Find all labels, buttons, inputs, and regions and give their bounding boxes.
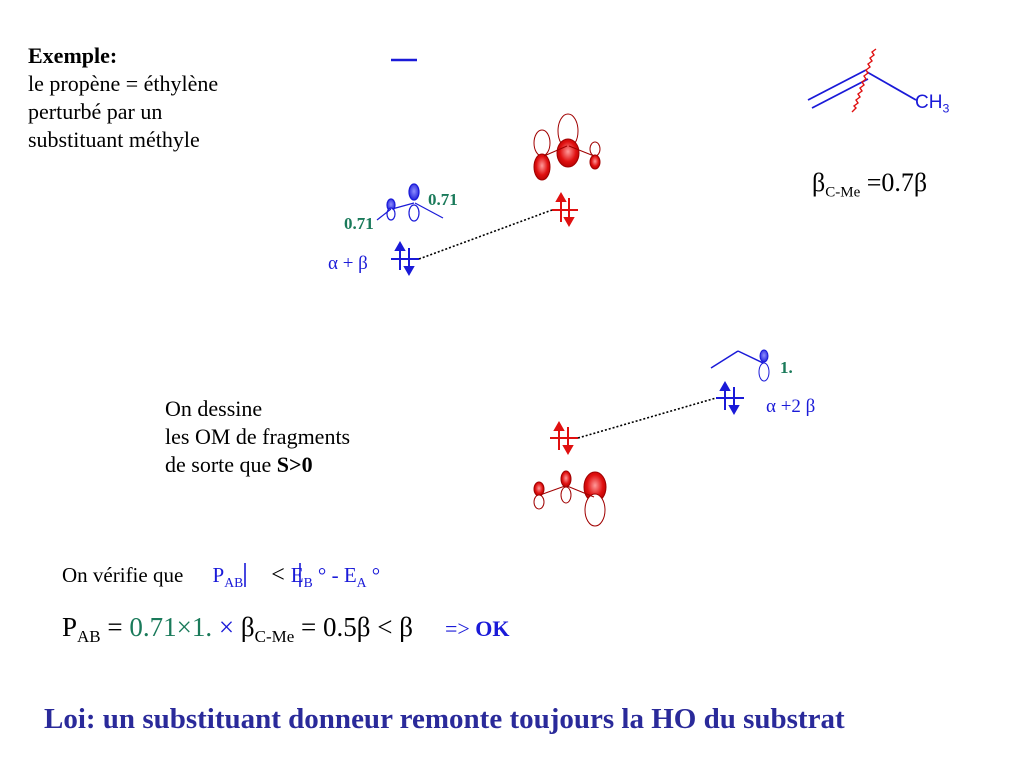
- propene-skeleton-icon: [808, 49, 916, 112]
- coeff-left: 0.71: [344, 214, 374, 233]
- draw-note-line3: de sorte que S>0: [165, 452, 313, 477]
- red-pi-orbital-icon: [534, 471, 606, 526]
- conclusion: Loi: un substituant donneur remonte toujours la HO du substrat: [44, 703, 845, 735]
- coeff-right: 0.71: [428, 190, 458, 209]
- ch3-label: $CH_3$: [915, 92, 950, 116]
- verify-line: On vérifie que $P_{AB} < E_B$ ° - $E_A$ °: [62, 562, 381, 590]
- intro-line1: le propène = éthylène: [28, 71, 219, 96]
- draw-note: [165, 395, 350, 479]
- intro-heading: Exemple:: [28, 43, 118, 68]
- calc-line: $P_{AB} = 0.71\times 1$. × $\beta_{C-Me} = 0.5\beta < \beta$ => OK: [62, 612, 510, 646]
- intro-line3: substituant méthyle: [28, 127, 200, 152]
- methyl-coeff: 1.: [780, 358, 793, 377]
- lower-correlation-line: [578, 398, 716, 438]
- draw-note-line1: On dessine: [165, 396, 263, 421]
- draw-note-line2: les OM de fragments: [165, 424, 351, 449]
- methyl-level-label: α +2 β: [766, 396, 816, 417]
- methyl-fragment-orbital-icon: [711, 350, 769, 381]
- intro-line2: perturbé par un: [28, 99, 163, 124]
- red-level-bottom: [550, 423, 578, 453]
- blue-level-methyl: [716, 383, 744, 413]
- beta-cme-label: $\beta_{C-Me} =0.7\beta$: [812, 168, 928, 201]
- red-pi-star-orbital-icon: [534, 114, 600, 180]
- upper-correlation-line: [419, 210, 552, 259]
- red-level-top: [552, 194, 578, 225]
- ethylene-level-label: α + β: [328, 253, 368, 274]
- blue-level-ethylene: [391, 243, 419, 274]
